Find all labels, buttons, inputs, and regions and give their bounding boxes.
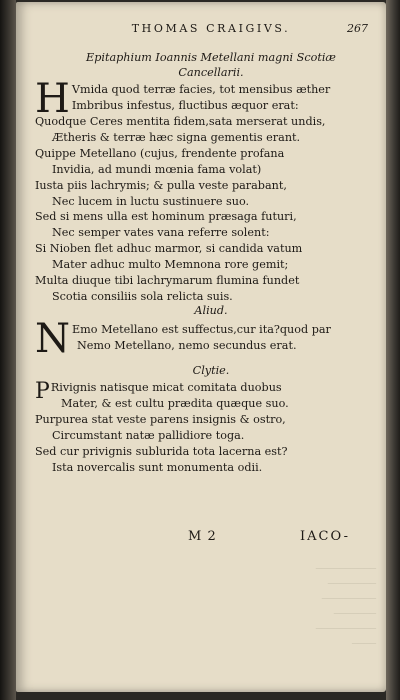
epitaph-title-line: Epitaphium Ioannis Metellani magni Scotiæ	[86, 51, 336, 64]
drop-cap: N	[35, 316, 70, 362]
page-number: 267	[347, 22, 368, 35]
poem-line: Imbribus infestus, fluctibus æquor erat:	[71, 98, 299, 112]
poem-line: Quippe Metellano (cujus, frendente profana	[35, 146, 285, 160]
book-gutter	[0, 0, 16, 700]
clytie-heading: Clytie.	[192, 364, 230, 377]
poem-line: Iusta piis lachrymis; & pulla veste parabant,	[35, 178, 287, 192]
poem-line: Ætheris & terræ hæc signa gementis erant.	[52, 130, 301, 144]
poem-line: Multa diuque tibi lachrymarum flumina fundet	[35, 274, 300, 288]
drop-cap: P	[35, 379, 50, 404]
epitaph-title	[46, 50, 376, 80]
poem-line: Si Nioben flet adhuc marmor, si candida vatum	[35, 242, 303, 256]
poem-line: Quodque Ceres mentita fidem,sata merserat undis,	[35, 115, 326, 128]
book-page	[16, 2, 386, 692]
poem-line: Purpurea stat veste parens insignis & ostro,	[35, 412, 286, 426]
poem-line: Sed si mens ulla est hominum præsaga futuri,	[35, 210, 297, 224]
epitaph-poem	[35, 76, 385, 305]
catchword: IACO-	[300, 529, 350, 544]
drop-cap: H	[35, 76, 70, 122]
page-edges	[386, 0, 400, 700]
poem-line: H Vmida quod terræ facies, tot mensibus æther	[35, 76, 331, 122]
signature-mark: M 2	[188, 529, 217, 544]
poem-line: P Rivignis natisque micat comitata duobus	[35, 379, 282, 404]
aliud-heading: Aliud.	[194, 304, 228, 317]
poem-line: Mater, & est cultu prædita quæque suo.	[61, 396, 289, 410]
poem-line: Scotia consiliis sola relicta suis.	[52, 289, 233, 303]
show-through-text: ────────── ──────── ───────── ─────── ────────── ────	[315, 564, 376, 650]
clytie-poem	[35, 380, 385, 475]
poem-line: Nemo Metellano, nemo secundus erat.	[77, 338, 297, 352]
poem-line: Invidia, ad mundi mœnia fama volat)	[52, 162, 262, 176]
poem-line: N Emo Metellano est suffectus,cur ita?quod par	[35, 316, 331, 362]
poem-line: Circumstant natæ pallidiore toga.	[52, 428, 245, 442]
aliud-poem	[35, 316, 385, 362]
poem-line: Nec lucem in luctu sustinuere suo.	[52, 194, 250, 208]
poem-line: Mater adhuc multo Memnona rore gemit;	[52, 258, 289, 272]
epitaph-title-line: Cancellarii.	[178, 66, 244, 79]
running-head: THOMAS CRAIGIVS.	[131, 22, 291, 35]
poem-line: Ista novercalis sunt monumenta odii.	[52, 460, 263, 474]
poem-line: Sed cur privignis sublurida tota lacerna est?	[35, 444, 288, 458]
poem-line: Nec semper vates vana referre solent:	[52, 226, 270, 240]
